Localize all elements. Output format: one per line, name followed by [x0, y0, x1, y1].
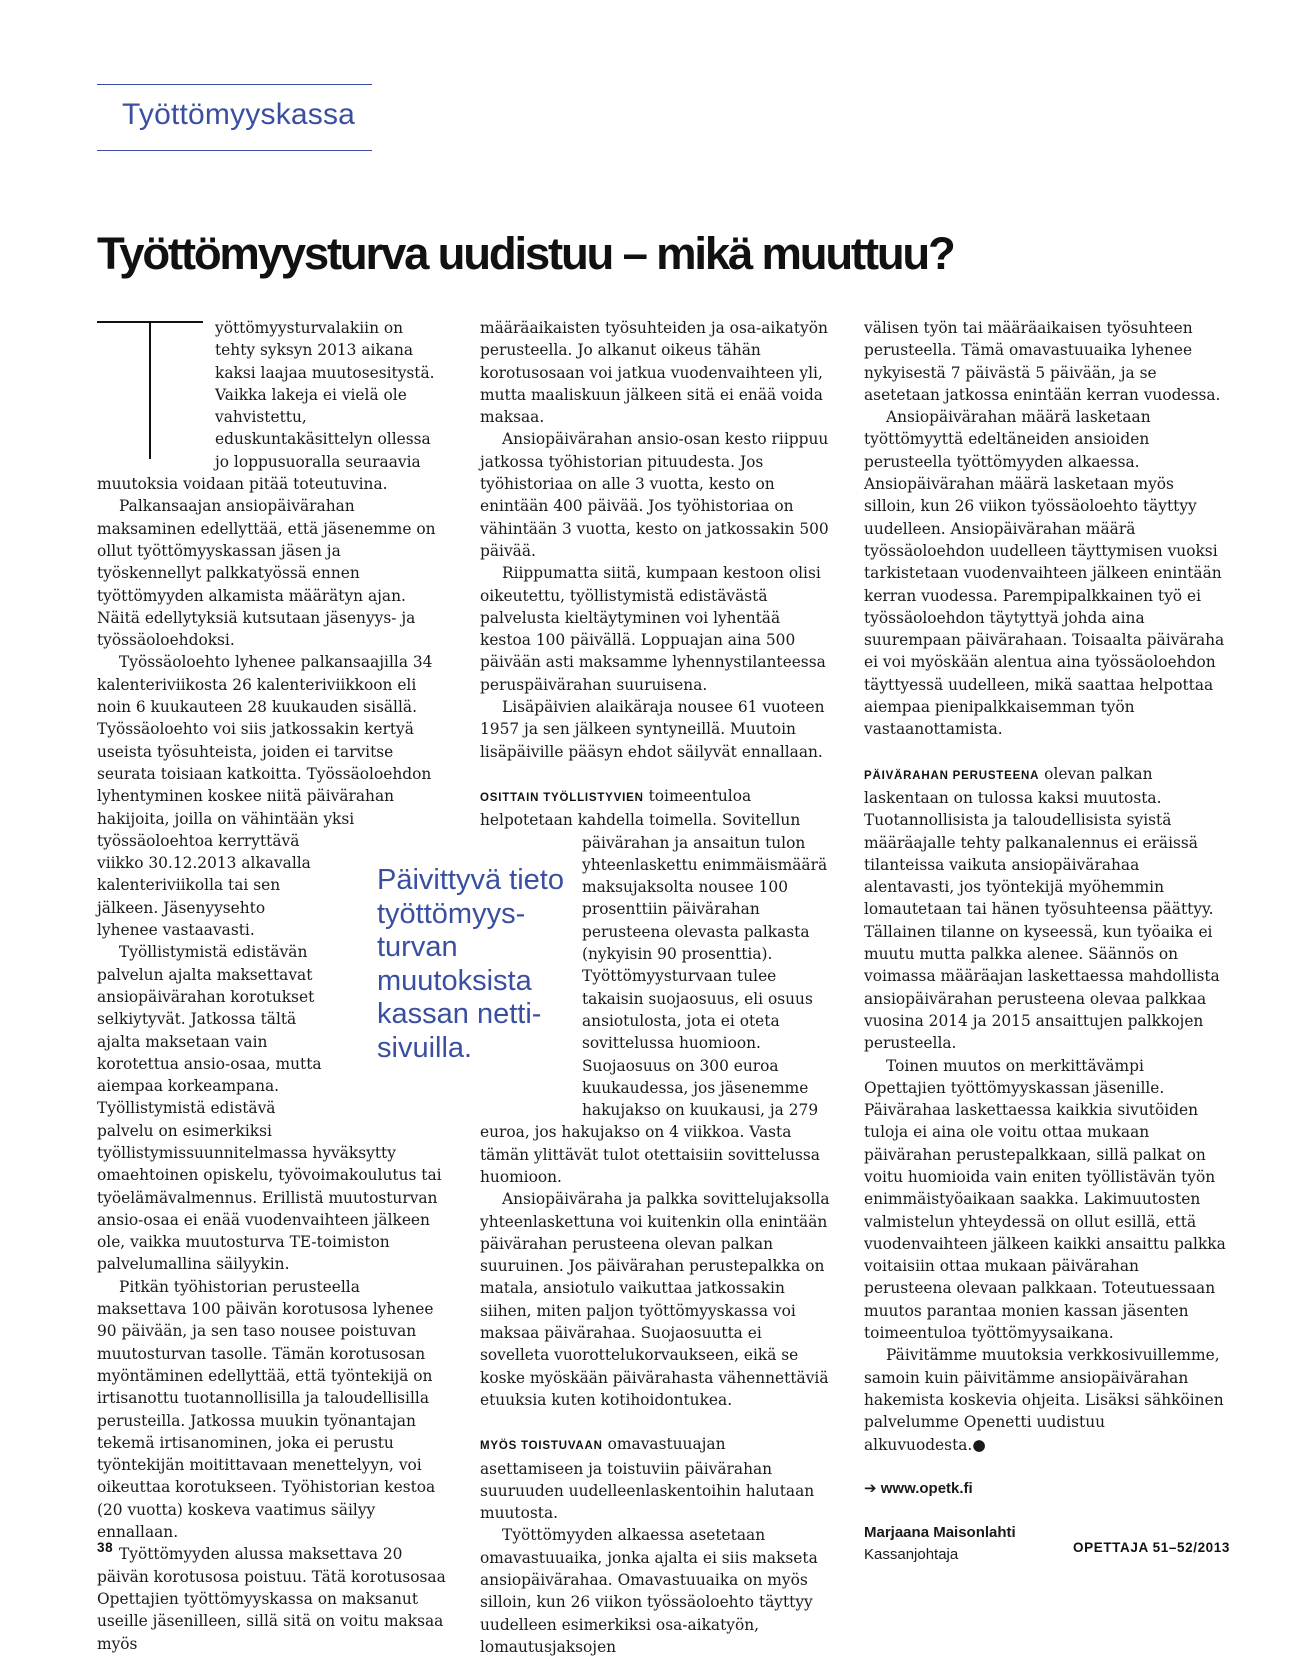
- paragraph-text: olevan palkan laskentaan on tulossa kaksi muutosta. Tuotannollisista ja taloudellisista syistä määräajalle tehty palkanalennus ei eräissä tilanteissa vaikuta ansiopäivärahaa alentavasti, jos työntekijä myöhemmin lomautetaan tai hänen työsuhteensa päättyy. Tällainen tilanne on kyseessä, kun työaika ei muutu mutta palkka alenee. Säännös on voimassa määräajan laskettaessa mahdollista ansiopäivärahan perusteena olevaa palkkaa vuosina 2014 ja 2015 ansaittujen palkkojen perusteella.: [864, 764, 1220, 1053]
- kicker: MYÖS TOISTUVAAN: [480, 1440, 603, 1453]
- paragraph: Palkansaajan ansiopäivärahan maksaminen edellyttää, että jäsenemme on ollut työttömyyskassan jäsen ja työskennellyt palkkatyössä ennen työttömyyden alkamista määrätyn ajan. Näitä edellytyksiä kutsutaan jäsenyys- ja työssäoloehdoksi.: [97, 497, 436, 650]
- paragraph: yöttömyysturvalakiin on tehty syksyn 2013 aikana kaksi laajaa muutosesitystä. Vaikka lakeja ei vielä ole vahvistettu, eduskuntakäsittelyn ollessa jo loppusuoralla seuraavia muutoksia voidaan pitää toteutuvina.: [97, 319, 435, 494]
- section-label: Työttömyyskassa: [122, 98, 356, 131]
- paragraph: Ansiopäivärahan määrä lasketaan työttömyyttä edeltäneiden ansioiden perusteella työttömyyden alkaessa. Ansiopäivärahan määrä lasketaan myös silloin, kun 26 viikon työssäoloehto täyttyy uudelleen. Ansiopäivärahan määrä työssäoloehdon uudelleen täyttymisen vuoksi tarkistetaan vuodenvaihteen jälkeen enintään kerran vuodessa. Parempipalkkainen työ ei työssäoloehdon täytyttyä johda aina suurempaan päivärahaan. Toisaalta päiväraha ei voi myöskään alentua aina työssäoloehdon täyttyessä uudelleen, mikä saattaa helpottaa aiempaa pienipalkkaisemman työn vastaanottamista.: [864, 408, 1225, 739]
- paragraph: [480, 1433, 833, 1524]
- paragraph: Ansiopäiväraha ja palkka sovittelujaksolla yhteenlaskettuna voi kuitenkin olla enintään päivärahan perusteena olevan palkan suuruinen. Jos päivärahan perustepalkka on matala, ansiotulo vaikuttaa jatkossakin siihen, miten paljon työttömyyskassa voi maksaa päivärahaa. Suojaosuutta ei sovelleta vuorottelukorvaukseen, eikä se koske myöskään päivärahasta vähennettäviä etuuksia kuten kotihoidontukea.: [480, 1190, 830, 1409]
- author-title: Kassanjohtaja: [864, 1546, 959, 1564]
- arrow-right-icon: ➔: [864, 1479, 877, 1497]
- paragraph: [864, 763, 1226, 1055]
- author-name: Marjaana Maisonlahti: [864, 1524, 1016, 1542]
- paragraph-text: omavastuuajan asettamiseen ja toistuviin päivärahan suuruuden uudelleenlaskentoihin halutaan muutosta.: [480, 1435, 815, 1523]
- paragraph: välisen työn tai määräaikaisen työsuhteen perusteella. Tämä omavastuuaika lyhenee nykyisestä 7 päivästä 5 päivään, ja se asetetaan jatkossa enintään kerran vuodessa.: [864, 319, 1221, 404]
- section-rule-bottom: [97, 150, 372, 151]
- paragraph: Toinen muutos on merkittävämpi Opettajien työttömyyskassan jäsenille. Päivärahaa laskettaessa kaikkia sivutöiden tuloja ei aina ole voitu ottaa mukaan päivärahan perustepalkkaan, sillä palkat on voitu huomioida vain eniten työllistävän työn enimmäistyöaikaan saakka. Lakimuutosten valmistelun yhteydessä on ollut esillä, että vuodenvaihteen jälkeen kaikki ansaittu palkka voitaisiin ottaa mukaan päivärahan perusteena olevaan palkkaan. Toteutuessaan muutos parantaa monien kassan jäsenten toimeentuloa työttömyysaikana.: [864, 1056, 1226, 1343]
- paragraph: Pitkän työhistorian perusteella maksettava 100 päivän korotusosa lyhenee 90 päivään, ja sen taso nousee poistuvan muutosturvan tasolle. Tämän korotusosan myöntäminen edellyttää, että työntekijä on irtisanottu tuotannollisilla ja taloudellisilla perusteilla. Jatkossa muukin työnantajan tekemä irtisanominen, joka ei perustu työntekijän moitittavaan menettelyyn, voi oikeuttaa korotukseen. Työhistorian kestoa (20 vuotta) koskeva vaatimus säilyy ennallaan.: [97, 1277, 436, 1542]
- page-number: 38: [97, 1540, 114, 1555]
- paragraph-text: toimeentuloa helpotetaan kahdella toimella. Sovitellun päivärahan ja ansaitun tulon yhteenlaskettu enimmäismäärä maksujaksolta nousee 100 prosenttiin päivärahan perusteena olevasta palkasta (nykyisin 90 prosenttia). Työttömyysturvaan tulee takaisin suojaosuus, eli osuus ansiotulosta, jota ei oteta sovittelussa huomioon. Suojaosuus on 300 euroa kuukaudessa, jos jäsenemme hakujakso on kuukausi, ja 279 euroa, jos hakujakso on 4 viikkoa. Vasta tämän ylittävät tulot otettaisiin sovittelussa huomioon.: [480, 786, 828, 1186]
- paragraph: määräaikaisten työsuhteiden ja osa-aikatyön perusteella. Jo alkanut oikeus tähän korotusosaan voi jatkua vuodenvaihteen yli, mutta maaliskuun jälkeen sitä ei enää voida maksaa.: [480, 319, 828, 427]
- section-rule-top: [97, 84, 372, 85]
- end-mark: ●: [972, 1435, 986, 1454]
- pull-quote: Päivittyvä tieto työttömyys-turvan muutoksista kassan netti-sivuilla.: [377, 864, 564, 1064]
- paragraph: Ansiopäivärahan ansio-osan kesto riippuu jatkossa työhistorian pituudesta. Jos työhistoriaa on alle 3 vuotta, kesto on enintään 400 päivää. Jos työhistoriaa on vähintään 3 vuotta, kesto on jatkossakin 500 päivää.: [480, 430, 829, 560]
- paragraph: Työttömyyden alussa maksettava 20 päivän korotusosa poistuu. Tätä korotusosaa Opettajien työttömyyskassa on maksanut useille jäsenilleen, sillä sitä on voitu maksaa myös: [97, 1545, 446, 1653]
- paragraph: Työssäoloehto lyhenee palkansaajilla 34 kalenteriviikosta 26 kalenteriviikkoon eli noin 6 kuukauteen 28 kuukauden sisällä. Työssäoloehto voi siis jatkossakin kertyä useista työsuhteista, joiden ei tarvitse seurata toisiaan katkoitta. Työssäoloehdon lyhentyminen koskee niitä päivärahan hakijoita, joilla on vähintään yksi työssäoloehtoa kerryttävä viikko 30.12.2013 alkavalla kalenteriviikolla tai sen jälkeen. Jäsenyysehto lyhenee vastaavasti.: [97, 653, 433, 940]
- paragraph: Riippumatta siitä, kumpaan kestoon olisi oikeutettu, työllistymistä edistävästä palvelusta kieltäytyminen voi lyhentää kestoa 100 päivällä. Loppuajan aina 500 päivään asti maksamme lyhennystilanteessa peruspäivärahan suuruisena.: [480, 564, 826, 694]
- paragraph: Työttömyyden alkaessa asetetaan omavastuuaika, jonka ajalta ei siis makseta ansiopäivärahaa. Omavastuuaika on myös silloin, kun 26 viikon työssäoloehto täyttyy uudelleen esimerkiksi osa-aikatyön, lomautusjaksojen: [480, 1526, 818, 1656]
- kicker: OSITTAIN TYÖLLISTYVIEN: [480, 791, 644, 804]
- website-url[interactable]: www.opetk.fi: [880, 1479, 973, 1497]
- paragraph: Lisäpäivien alaikäraja nousee 61 vuoteen 1957 ja sen jälkeen syntyneillä. Muutoin lisäpäiville pääsyn ehdot säilyvät ennallaan.: [480, 698, 825, 761]
- magazine-issue: OPETTAJA 51–52/2013: [1073, 1540, 1230, 1555]
- paragraph-text: Päivitämme muutoksia verkkosivuillemme, samoin kuin päivitämme ansiopäivärahan hakemista koskevia ohjeita. Lisäksi sähköinen palvelumme Openetti uudistuu alkuvuodesta.: [864, 1346, 1224, 1454]
- paragraph: [864, 1344, 1226, 1455]
- website-link[interactable]: [864, 1478, 1226, 1500]
- article-column-3: [864, 317, 1226, 1567]
- kicker: PÄIVÄRAHAN PERUSTEENA: [864, 769, 1040, 782]
- dropcap: [97, 317, 215, 469]
- article-headline: Työttömyysturva uudistuu – mikä muuttuu?: [97, 228, 954, 279]
- paragraph: Työllistymistä edistävän palvelun ajalta maksettavat ansiopäivärahan korotukset selkiytyvät. Jatkossa tältä ajalta maksetaan vain korotettua ansio-osaa, mutta aiempaa korkeampana. Työllistymistä edistävä palvelu on esimerkiksi työllistymissuunnitelmassa hyväksytty omaehtoinen opiskelu, työvoimakoulutus tai työelämävalmennus. Erillistä muutosturvan ansio-osaa ei enää vuodenvaihteen jälkeen ole, vaikka muutosturva TE-toimiston palvelumallina säilyykin.: [97, 943, 442, 1274]
